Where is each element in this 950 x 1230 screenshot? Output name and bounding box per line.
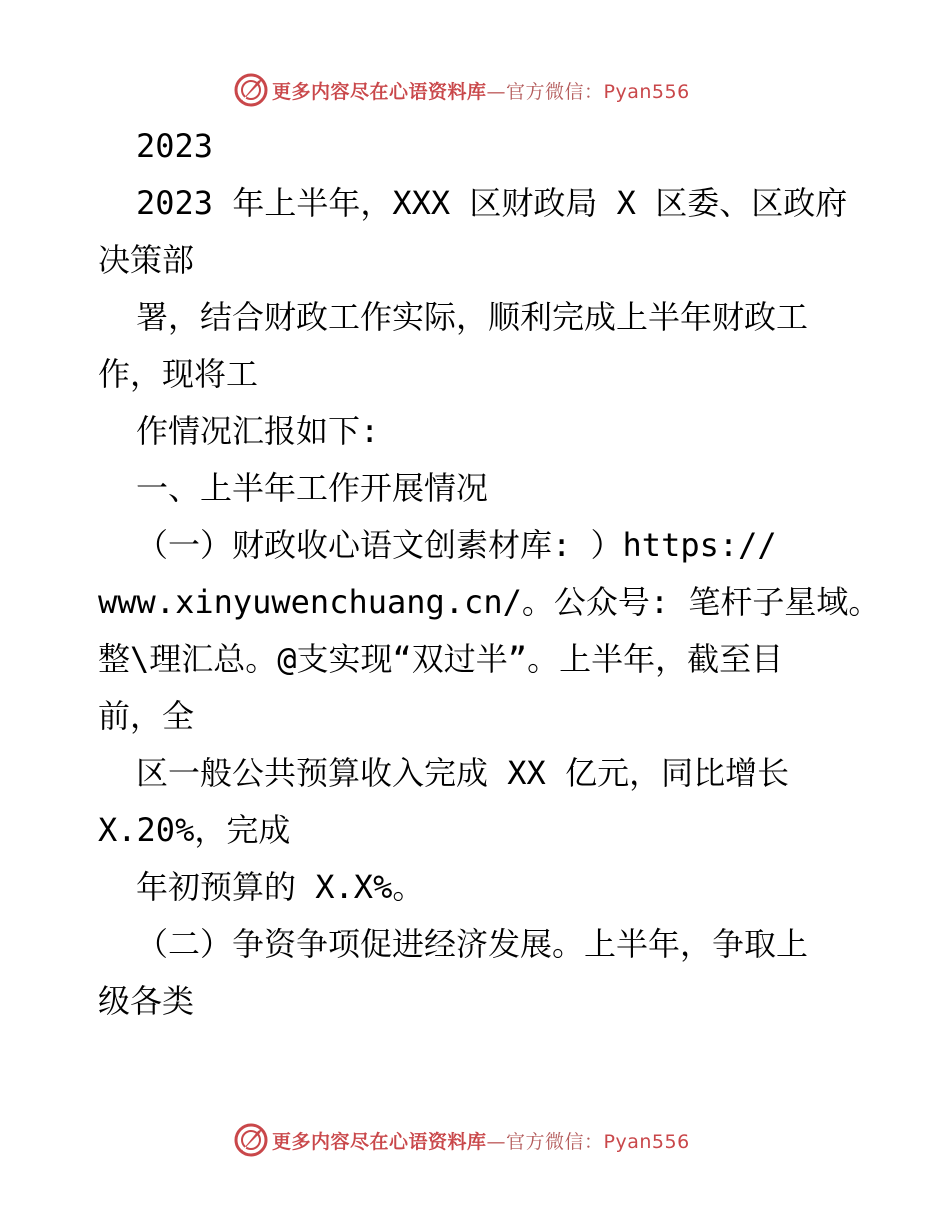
watermark-wechat-label: 官方微信： [506,1130,604,1153]
text-line: 区一般公共预算收入完成 XX 亿元，同比增长 [136,754,790,792]
text-line: 署，结合财政工作实际，顺利完成上半年财政工 [136,298,809,336]
text-line: X.20%，完成 [98,811,291,849]
text-line: 作，现将工 [98,355,259,393]
text-line: 前，全 [98,697,195,735]
text-line: 2023 [136,127,214,165]
text-line: 级各类 [98,982,195,1020]
text-line: 作情况汇报如下: [136,412,380,450]
text-line: www.xinyuwenchuang.cn/。公众号: 笔杆子星域。 [98,583,881,621]
section-heading: 一、上半年工作开展情况 [136,469,489,507]
document-body [98,118,881,1030]
header-watermark [234,70,714,110]
watermark-separator: — [486,80,507,103]
text-line: 2023 年上半年，XXX 区财政局 X 区委、区政府 [136,184,848,222]
text-line: 整\理汇总。@支实现“双过半”。上半年，截至目 [98,640,784,678]
watermark-brand: 更多内容尽在心语资料库 [272,80,487,103]
footer-watermark [234,1120,714,1160]
text-line: （二）争资争项促进经济发展。上半年，争取上 [136,925,809,963]
text-line: 年初预算的 X.X%。 [136,868,425,906]
watermark-separator: — [486,1130,507,1153]
watermark-text [272,77,690,104]
watermark-wechat-id: Pyan556 [603,1130,690,1153]
watermark-text [272,1127,690,1154]
text-line: （一）财政收心语文创素材库: ）https:// [136,526,777,564]
quill-logo-icon [234,1123,268,1157]
quill-logo-icon [234,73,268,107]
watermark-wechat-id: Pyan556 [603,80,690,103]
text-line: 决策部 [98,241,195,279]
watermark-brand: 更多内容尽在心语资料库 [272,1130,487,1153]
watermark-wechat-label: 官方微信： [506,80,604,103]
